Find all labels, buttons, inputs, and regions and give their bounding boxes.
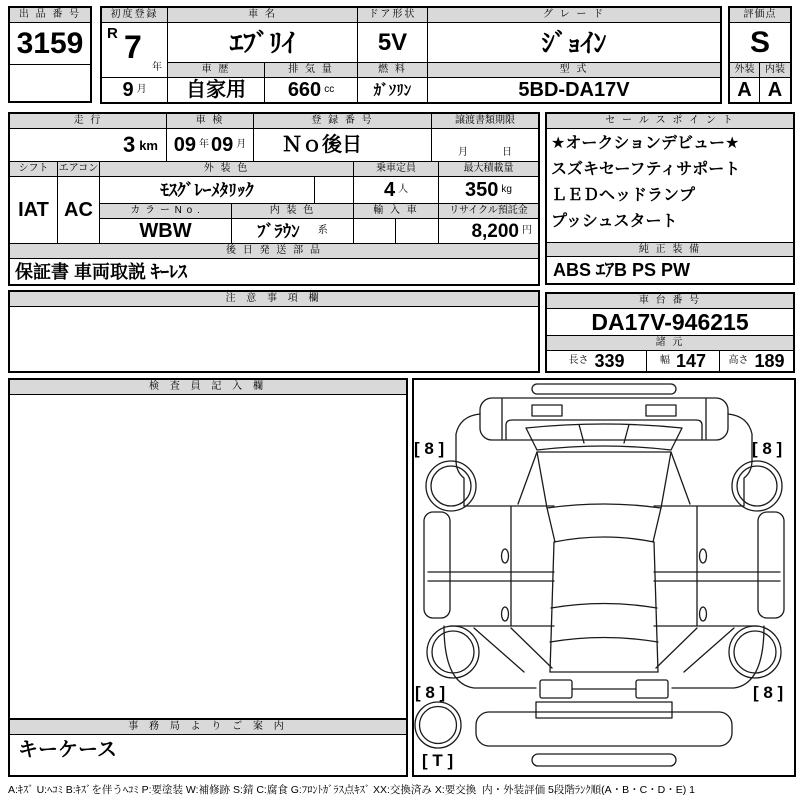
- later-parts-value: 保証書 車両取説 ｷｰﾚｽ: [15, 261, 188, 282]
- displacement-value: 660 cc: [265, 78, 358, 102]
- inspector-body: [10, 395, 406, 718]
- sales-point-item: プッシュスタート: [551, 213, 678, 230]
- max-load-value: 350 kg: [439, 177, 538, 204]
- aircon-label: エアコン: [58, 162, 100, 177]
- later-parts-label: 後 日 発 送 部 品: [10, 244, 538, 259]
- rear-right-tire: [729, 626, 781, 678]
- import-label: 輸 入 車: [354, 204, 439, 219]
- quarter-lines-right: [656, 628, 734, 672]
- front-bumper: [532, 384, 676, 394]
- color-no-label: カ ラ ー N o .: [100, 204, 232, 219]
- car-name-label: 車 名: [168, 8, 358, 23]
- genuine-equipment-label: 純 正 装 備: [547, 242, 793, 257]
- b-pillar-right: [653, 508, 661, 542]
- a-pillar-right: [671, 452, 690, 504]
- office-block: [8, 718, 408, 777]
- tail-lamp-left: [540, 680, 572, 698]
- door-handle: [502, 607, 509, 621]
- door-handle: [700, 549, 707, 563]
- rear-bumper: [476, 712, 732, 746]
- history-value: 自家用: [168, 78, 265, 102]
- door-handle: [502, 549, 509, 563]
- interior-label: 内装: [760, 63, 790, 78]
- model-code-value: 5BD-DA17V: [518, 79, 630, 101]
- office-value: キーケース: [18, 739, 117, 761]
- vehicle-top-view-diagram: [414, 380, 794, 775]
- vehicle-diagram-block: [412, 378, 796, 777]
- detail-table: [8, 112, 540, 286]
- score-value: S: [730, 23, 790, 63]
- cab-roof: [537, 452, 671, 508]
- tread-marker-rear-left: [ 8 ]: [415, 683, 446, 702]
- b-pillar-left: [547, 508, 555, 542]
- sales-point-item: ★オークションデビュー★: [551, 135, 740, 152]
- int-color-value: ﾌﾞﾗｳﾝ 系: [232, 219, 354, 244]
- door-value: 5V: [358, 23, 428, 63]
- roof-front-arc: [554, 537, 654, 542]
- spec-height: 高さ 189: [728, 351, 785, 371]
- first-reg-label: 初度登録: [102, 8, 168, 23]
- first-reg-month: 9 月: [102, 78, 168, 102]
- spare-tire-inner: [420, 707, 457, 744]
- fuel-label: 燃 料: [358, 63, 428, 78]
- front-fender-right: [728, 414, 752, 506]
- chassis-no-label: 車 台 番 号: [547, 294, 793, 309]
- interior-grade: A: [767, 79, 783, 101]
- rear-corner-left: [444, 626, 536, 688]
- door-handle: [700, 607, 707, 621]
- mileage-label: 走 行: [10, 114, 167, 129]
- sales-points-list: [547, 131, 793, 240]
- inspection-value: 09 年 09 月: [167, 129, 254, 162]
- rear-corner-right: [672, 626, 764, 688]
- tread-marker-front-right: [ 8 ]: [752, 439, 783, 458]
- inspection-label: 車 検: [167, 114, 254, 129]
- sales-points-label: セ ー ル ス ポ イ ン ト: [547, 114, 793, 129]
- window-band-right: [654, 572, 780, 581]
- doors-left: [450, 506, 554, 626]
- ext-color-value: ﾓｽｸﾞﾚｰﾒﾀﾘｯｸ: [100, 177, 315, 204]
- sales-point-item: スズキセーフティサポート: [551, 161, 741, 178]
- rear-left-tire: [427, 626, 479, 678]
- shift-label: シフト: [10, 162, 58, 177]
- history-label: 車 歴: [168, 63, 265, 78]
- ext-color-empty: [315, 177, 354, 204]
- left-headlight: [532, 405, 562, 416]
- spare-tire: [415, 702, 461, 748]
- notes-body: [10, 307, 538, 371]
- doors-right: [654, 506, 758, 626]
- tailgate-lower: [536, 702, 672, 718]
- tread-marker-rear-right: [ 8 ]: [753, 683, 784, 702]
- chassis-block: [545, 292, 795, 373]
- tail-lamp-right: [636, 680, 668, 698]
- rear-lower-bar: [532, 754, 676, 766]
- quarter-lines-left: [474, 628, 552, 672]
- front-right-tire: [732, 461, 782, 511]
- inspector-block: [8, 378, 408, 720]
- shift-value: IAT: [10, 177, 58, 244]
- auction-no-label: 出 品 番 号: [10, 8, 90, 23]
- exterior-grade: A: [730, 78, 760, 102]
- capacity-label: 乗車定員: [354, 162, 439, 177]
- front-left-rim: [431, 466, 471, 506]
- tread-marker-front-left: [ 8 ]: [414, 439, 445, 458]
- front-fender-left: [456, 414, 480, 506]
- right-headlight: [646, 405, 676, 416]
- int-color-label: 内 装 色: [232, 204, 354, 219]
- hatch-glass-arc: [550, 638, 658, 643]
- cowl-line: [506, 420, 702, 440]
- import-empty-2: [396, 219, 439, 244]
- rocker-rail-left: [424, 512, 450, 618]
- inspector-label: 検 査 員 記 入 欄: [10, 380, 406, 395]
- door-label: ドア形状: [358, 8, 428, 23]
- grade-label: グ レ ー ド: [428, 8, 720, 23]
- import-empty-1: [354, 219, 396, 244]
- notes-label: 注 意 事 項 欄: [10, 292, 538, 307]
- grading-legend: A:ｷｽﾞ U:ﾍｺﾐ B:ｷｽﾞを伴うﾍｺﾐ P:要塗装 W:補修跡 S:錆 C:腐食 G:ﾌﾛﾝﾄｶﾞﾗｽ点ｷｽﾞ XX:交換済み X:要交換 内・外装評価 5段階ﾗﾝｸ順(A・B・C・D・E) 1: [8, 784, 696, 796]
- front-left-tire: [426, 461, 476, 511]
- front-right-rim: [737, 466, 777, 506]
- window-band-left: [428, 572, 554, 581]
- auction-no-empty: [10, 65, 90, 101]
- model-code-label: 型 式: [428, 63, 720, 78]
- rear-right-rim: [734, 631, 776, 673]
- spec-length: 長さ 339: [547, 351, 647, 371]
- ext-color-label: 外 装 色: [100, 162, 354, 177]
- recycle-value: 8,200 円: [439, 219, 538, 244]
- windshield: [526, 424, 682, 450]
- transfer-deadline-label: 譲渡書類期限: [432, 114, 538, 129]
- score-label: 評価点: [730, 8, 790, 23]
- reg-no-label: 登 録 番 号: [254, 114, 432, 129]
- grade-value: ｼﾞｮｲﾝ: [428, 23, 720, 63]
- fuel-value: ｶﾞｿﾘﾝ: [358, 78, 428, 102]
- hatch-top-arc: [551, 604, 657, 609]
- max-load-label: 最大積載量: [439, 162, 538, 177]
- a-pillar-left: [518, 452, 537, 504]
- capacity-value: 4 人: [354, 177, 439, 204]
- recycle-label: リサイクル預託金: [439, 204, 538, 219]
- spec-width: 幅 147: [647, 351, 720, 371]
- front-panel: [480, 398, 728, 440]
- first-reg-year: R 7 年: [102, 23, 168, 78]
- aircon-value: AC: [58, 177, 100, 244]
- top-table: [100, 6, 722, 104]
- auction-no-value: 3159: [10, 23, 90, 65]
- transfer-deadline-value: 月 日: [432, 129, 538, 162]
- office-label: 事 務 局 よ り ご 案 内: [10, 720, 406, 735]
- rear-left-rim: [432, 631, 474, 673]
- chassis-no-value: DA17V-946215: [547, 309, 793, 336]
- displacement-label: 排 気 量: [265, 63, 358, 78]
- auction-no-block: [8, 6, 92, 103]
- spare-tire-marker: [ T ]: [422, 751, 454, 770]
- car-name-value: ｴﾌﾞﾘｲ: [168, 23, 358, 63]
- sales-point-item: ＬＥＤヘッドランプ: [551, 187, 696, 204]
- exterior-label: 外装: [730, 63, 760, 78]
- reg-no-value: Ｎｏ後日: [254, 129, 432, 162]
- score-block: [728, 6, 792, 104]
- sales-points-block: [545, 112, 795, 285]
- mileage-value: 3 km: [10, 129, 167, 162]
- color-no-value: WBW: [100, 219, 232, 244]
- notes-block: [8, 290, 540, 373]
- genuine-equipment-value: ABS ｴｱB PS PW: [553, 260, 691, 280]
- specs-label: 諸 元: [547, 336, 793, 351]
- rocker-rail-right: [758, 512, 784, 618]
